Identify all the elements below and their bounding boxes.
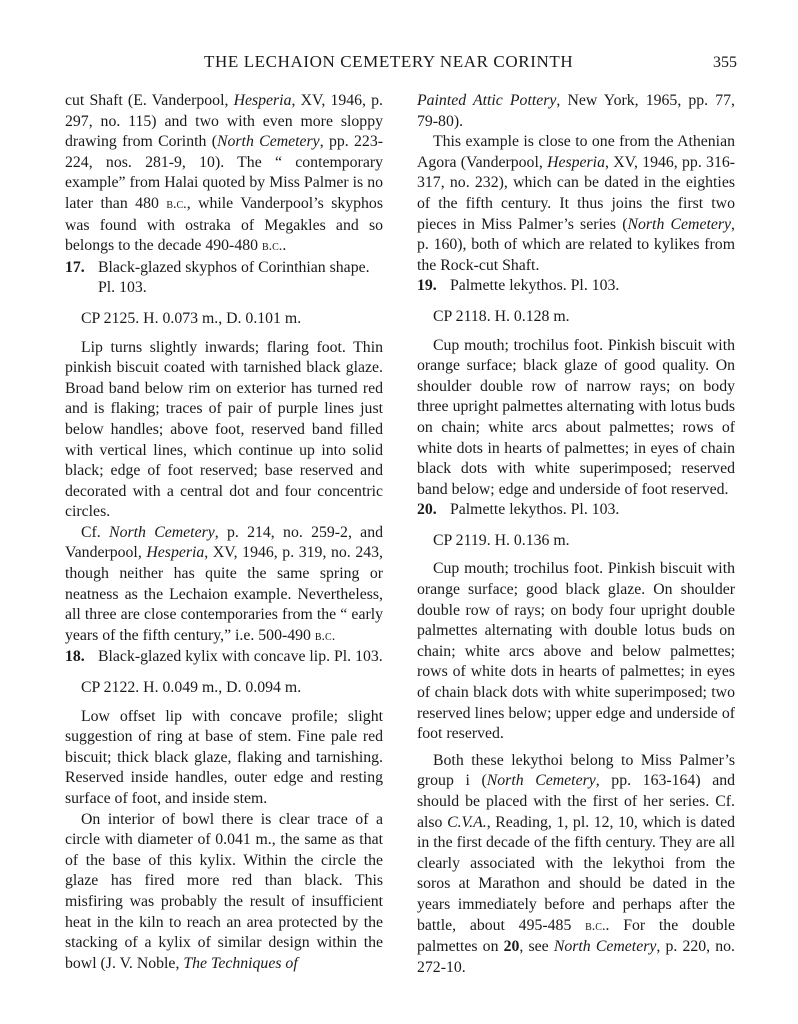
lekythoi-discussion: Both these lekythoi belong to Miss Palmer’s group i (North Cemetery, pp. 163-164) and should be placed with the first of her series. Cf. also C.V.A., Reading, 1, pl. 12, 10, which is dated in the first decade of the fifth century. They are all clearly associated with the lekythoi from the soros at Marathon and should be dated in the years immediately before and perhaps after the battle, about 495-485 b.c.. For the double palmettes on 20, see North Cemetery, p. 220, no. 272-10.	[417, 751, 736, 976]
entry-18-heading: 18. Black-glazed kylix with concave lip. Pl. 103.	[65, 647, 383, 668]
continued-paragraph: Painted Attic Pottery, New York, 1965, pp. 77, 79-80).	[417, 92, 735, 130]
page-number: 355	[713, 54, 737, 71]
entry-17-measurements: CP 2125. H. 0.073 m., D. 0.101 m.	[81, 309, 302, 327]
left-column	[65, 91, 383, 974]
entry-18-description: Low offset lip with concave profile; slight suggestion of ring at base of stem. Fine pale red biscuit; thick black glaze, flaking and tarnishing. Reserved inside handles, outer edge and resting surface of foot, and inside stem.	[65, 707, 383, 807]
entry-number: 17.	[65, 258, 85, 276]
entry-20-heading: 20. Palmette lekythos. Pl. 103.	[417, 500, 735, 521]
running-header	[0, 52, 798, 82]
entry-18-discussion: On interior of bowl there is clear trace of a circle with diameter of 0.041 m., the same as that of the base of this kylix. Within the circle the glaze has fired more red than black. This misfiring was probably the result of insufficient heat in the kiln to reach an area protected by the stacking of a kylix of similar design within the bowl (J. V. Noble, The Techniques of	[65, 810, 383, 972]
entry-18-measurements: CP 2122. H. 0.049 m., D. 0.094 m.	[81, 679, 302, 697]
entry-19-heading: 19. Palmette lekythos. Pl. 103.	[417, 276, 735, 297]
entry-17-comparanda: Cf. North Cemetery, p. 214, no. 259-2, and Vanderpool, Hesperia, XV, 1946, p. 319, no. 243, though neither has quite the same spring or neatness as the Lechaion example. Nevertheless, all three are close contemporaries from the “ early years of the fifth century,” i.e. 500-490 b.c.	[65, 523, 383, 644]
entry-20-description: Cup mouth; trochilus foot. Pinkish biscuit with orange surface; good black glaze. On shoulder double row of rays; on body four upright double palmettes alternating with double lotus buds on chain; white arcs above and below palmettes; rows of white dots in hearts of palmettes; in eyes of chain black dots with white superimposed; two reserved lines below; upper edge and underside of foot reserved.	[417, 560, 735, 743]
entry-19-measurements: CP 2118. H. 0.128 m.	[433, 307, 570, 325]
entry-17-heading: 17. Black-glazed skyphos of Corinthian shape. Pl. 103.	[65, 258, 370, 297]
entry-number: 19.	[417, 277, 437, 295]
continued-paragraph: cut Shaft (E. Vanderpool, Hesperia, XV, 1946, p. 297, no. 115) and two with even more sloppy drawing from Corinth (North Cemetery, pp. 223-224, nos. 281-9, 10). The “ contemporary example” from Halai quoted by Miss Palmer is no later than 480 b.c., while Vanderpool’s skyphos was found with ostraka of Megakles and so belongs to the decade 490-480 b.c..	[65, 92, 383, 255]
entry-20-measurements: CP 2119. H. 0.136 m.	[433, 531, 570, 549]
entry-number: 18.	[65, 648, 85, 666]
right-column	[417, 91, 735, 978]
running-title: THE LECHAION CEMETERY NEAR CORINTH	[204, 52, 574, 71]
entry-19-description: Cup mouth; trochilus foot. Pinkish biscuit with orange surface; black glaze of good quality. On shoulder double row of narrow rays; on body three upright palmettes alternating with lotus buds on chain; white arcs about palmettes; rows of white dots in hearts of palmettes; in eyes of chain black dots with white superimposed; reserved band below; edge and underside of foot reserved.	[417, 336, 735, 498]
entry-number: 20.	[417, 501, 437, 519]
entry-18-comparison: This example is close to one from the Athenian Agora (Vanderpool, Hesperia, XV, 1946, pp. 316-317, no. 232), which can be dated in the eighties of the fifth century. It thus joins the first two pieces in Miss Palmer’s series (North Cemetery, p. 160), both of which are related to kylikes from the Rock-cut Shaft.	[417, 133, 735, 274]
entry-17-description: Lip turns slightly inwards; flaring foot. Thin pinkish biscuit coated with tarnished black glaze. Broad band below rim on exterior has turned red and is flaking; traces of pair of purple lines just below handles; above foot, reserved band filled with vertical lines, which continue up into solid black; edge of foot reserved; base reserved and decorated with a central dot and four concentric circles.	[65, 338, 383, 521]
